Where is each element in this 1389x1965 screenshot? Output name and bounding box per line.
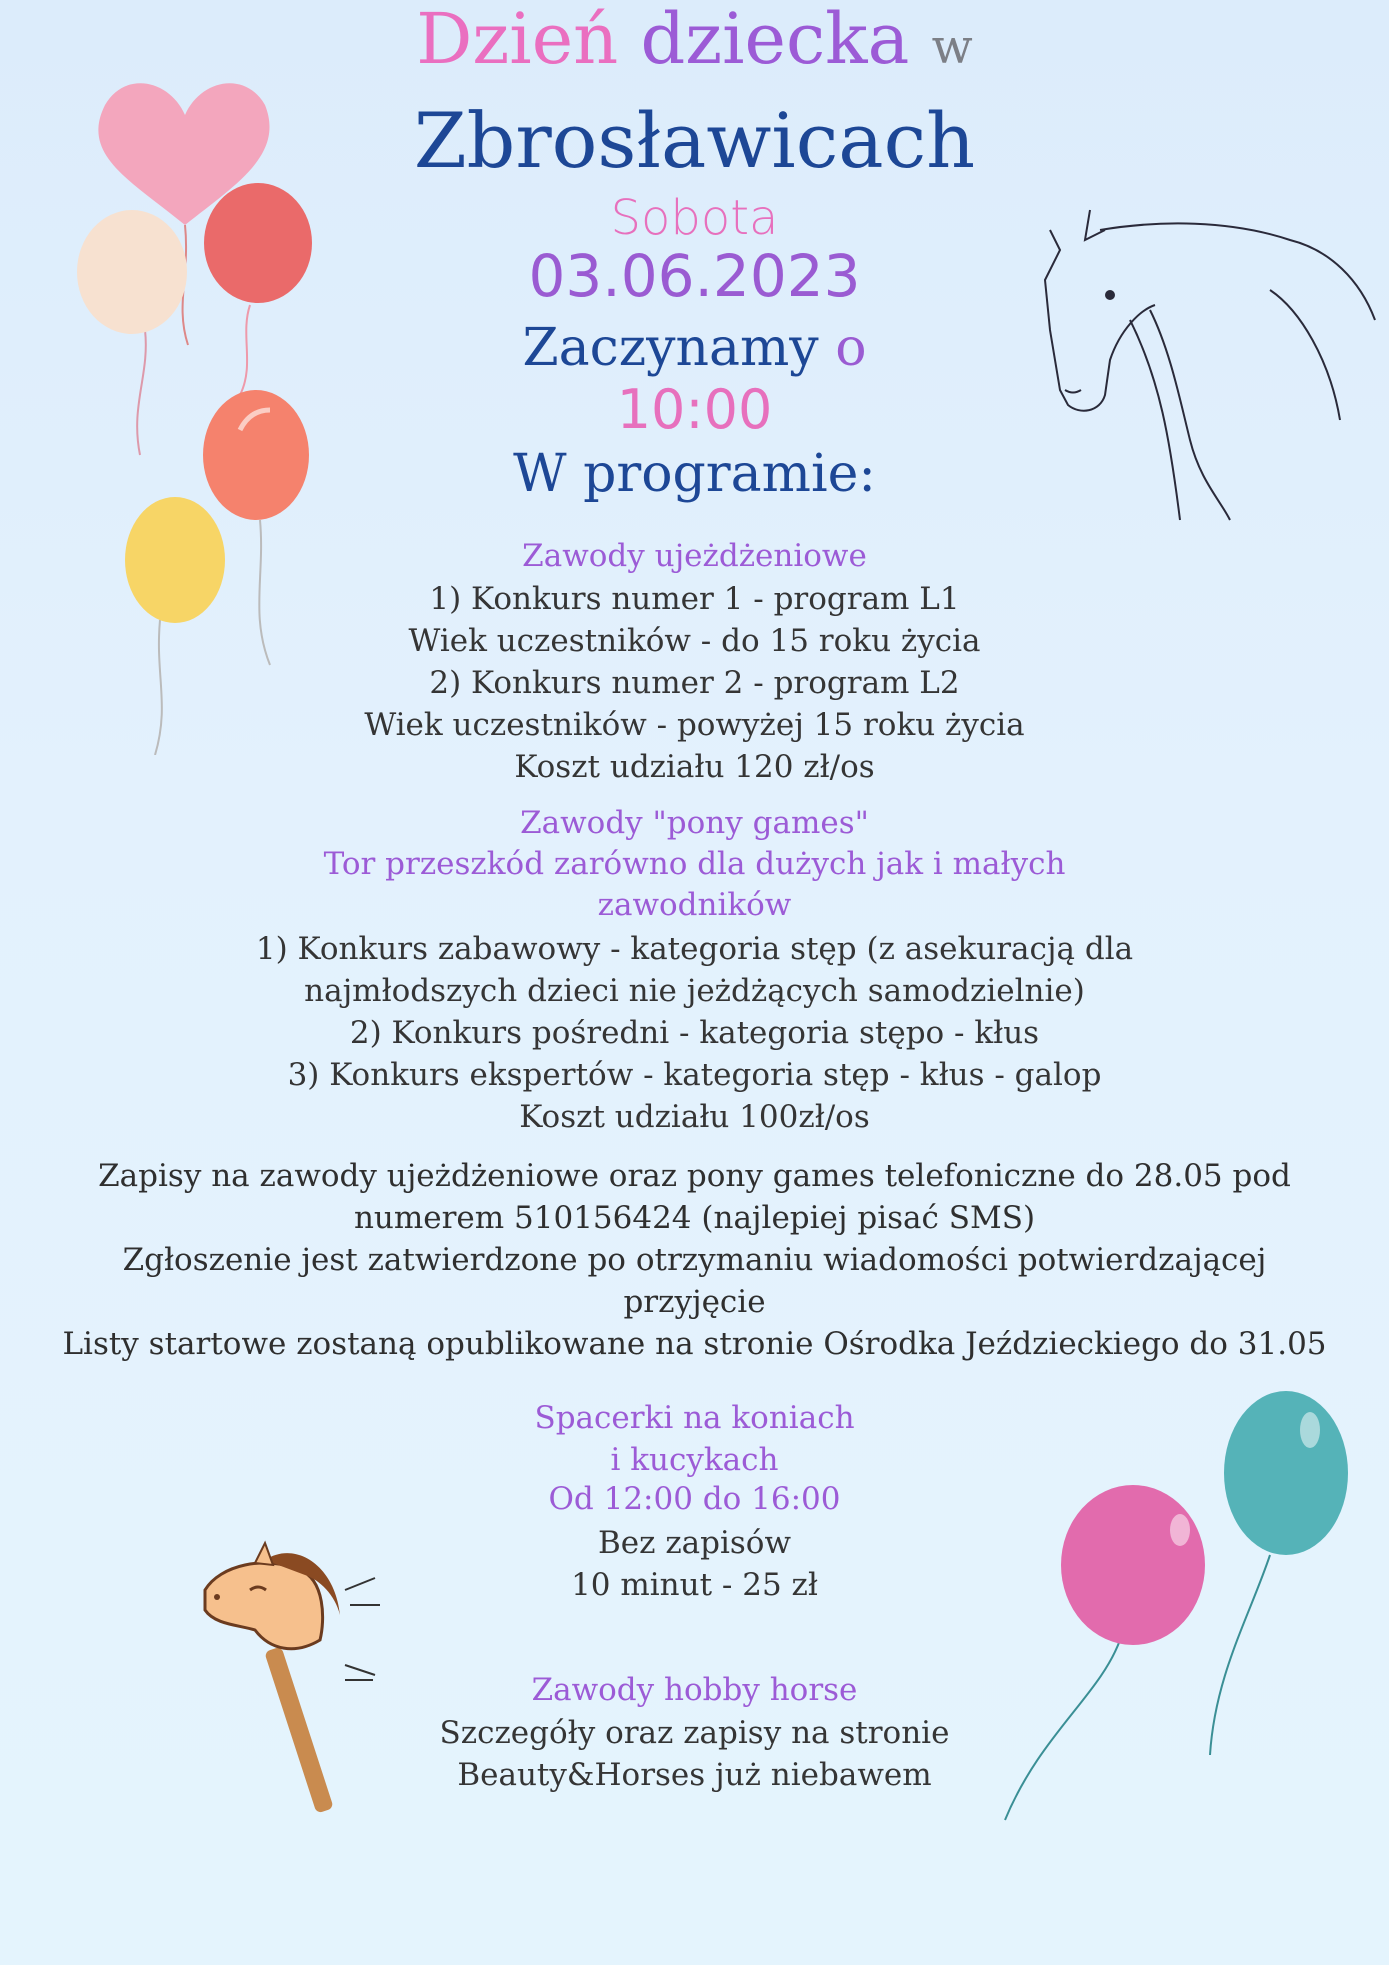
title-location: Zbrosławicach	[413, 96, 976, 185]
pony-line: 1) Konkurs zabawowy - kategoria stęp (z asekuracją dla	[255, 931, 1134, 967]
dressage-line: Wiek uczestników - powyżej 15 roku życia	[364, 707, 1025, 743]
dressage-heading: Zawody ujeżdżeniowe	[522, 538, 867, 574]
rides-heading-2: i kucykach	[610, 1442, 779, 1478]
pony-sub2: zawodników	[597, 887, 792, 923]
registration-line: przyjęcie	[623, 1284, 766, 1320]
pony-line: 2) Konkurs pośredni - kategoria stępo - kłus	[349, 1015, 1040, 1051]
start-time: 10:00	[616, 378, 773, 441]
pony-details	[0, 928, 1389, 1138]
event-date: 03.06.2023	[528, 242, 861, 310]
registration-line: Zapisy na zawody ujeżdżeniowe oraz pony games telefoniczne do 28.05 pod	[98, 1158, 1291, 1194]
title-part1: Dzień	[416, 0, 619, 80]
dressage-line: 1) Konkurs numer 1 - program L1	[429, 581, 960, 617]
registration-line: numerem 510156424 (najlepiej pisać SMS)	[353, 1200, 1036, 1236]
title-part2: dziecka	[640, 0, 910, 80]
event-title	[0, 0, 1389, 80]
registration-line: Listy startowe zostaną opublikowane na stronie Ośrodka Jeździeckiego do 31.05	[62, 1326, 1327, 1362]
pony-line: najmłodszych dzieci nie jeżdżących samodzielnie)	[304, 973, 1085, 1009]
registration-info	[0, 1155, 1389, 1365]
program-heading: W programie:	[513, 444, 876, 504]
title-part3: w	[931, 19, 973, 75]
rides-hours: Od 12:00 do 16:00	[548, 1481, 841, 1517]
registration-line: Zgłoszenie jest zatwierdzone po otrzymaniu wiadomości potwierdzającej	[122, 1242, 1267, 1278]
rides-heading: Spacerki na koniach	[534, 1400, 855, 1436]
dressage-line: 2) Konkurs numer 2 - program L2	[429, 665, 960, 701]
event-day: Sobota	[610, 190, 779, 246]
pony-sub1: Tor przeszkód zarówno dla dużych jak i małych	[323, 846, 1066, 882]
pony-line: 3) Konkurs ekspertów - kategoria stęp - kłus - galop	[287, 1057, 1102, 1093]
pony-heading: Zawody "pony games"	[520, 805, 869, 841]
start-o: o	[835, 318, 867, 378]
pony-line: Koszt udziału 100zł/os	[519, 1099, 870, 1135]
start-label	[0, 318, 1389, 378]
dressage-line: Koszt udziału 120 zł/os	[514, 749, 875, 785]
rides-no-registration: Bez zapisów	[598, 1525, 791, 1561]
dressage-details	[0, 578, 1389, 788]
hobby-heading: Zawody hobby horse	[531, 1672, 858, 1708]
dressage-line: Wiek uczestników - do 15 roku życia	[408, 623, 981, 659]
hobby-line-1: Szczegóły oraz zapisy na stronie	[439, 1715, 950, 1751]
start-word: Zaczynamy	[522, 318, 819, 378]
hobby-line-2: Beauty&Horses już niebawem	[457, 1757, 932, 1793]
rides-price: 10 minut - 25 zł	[571, 1567, 818, 1603]
